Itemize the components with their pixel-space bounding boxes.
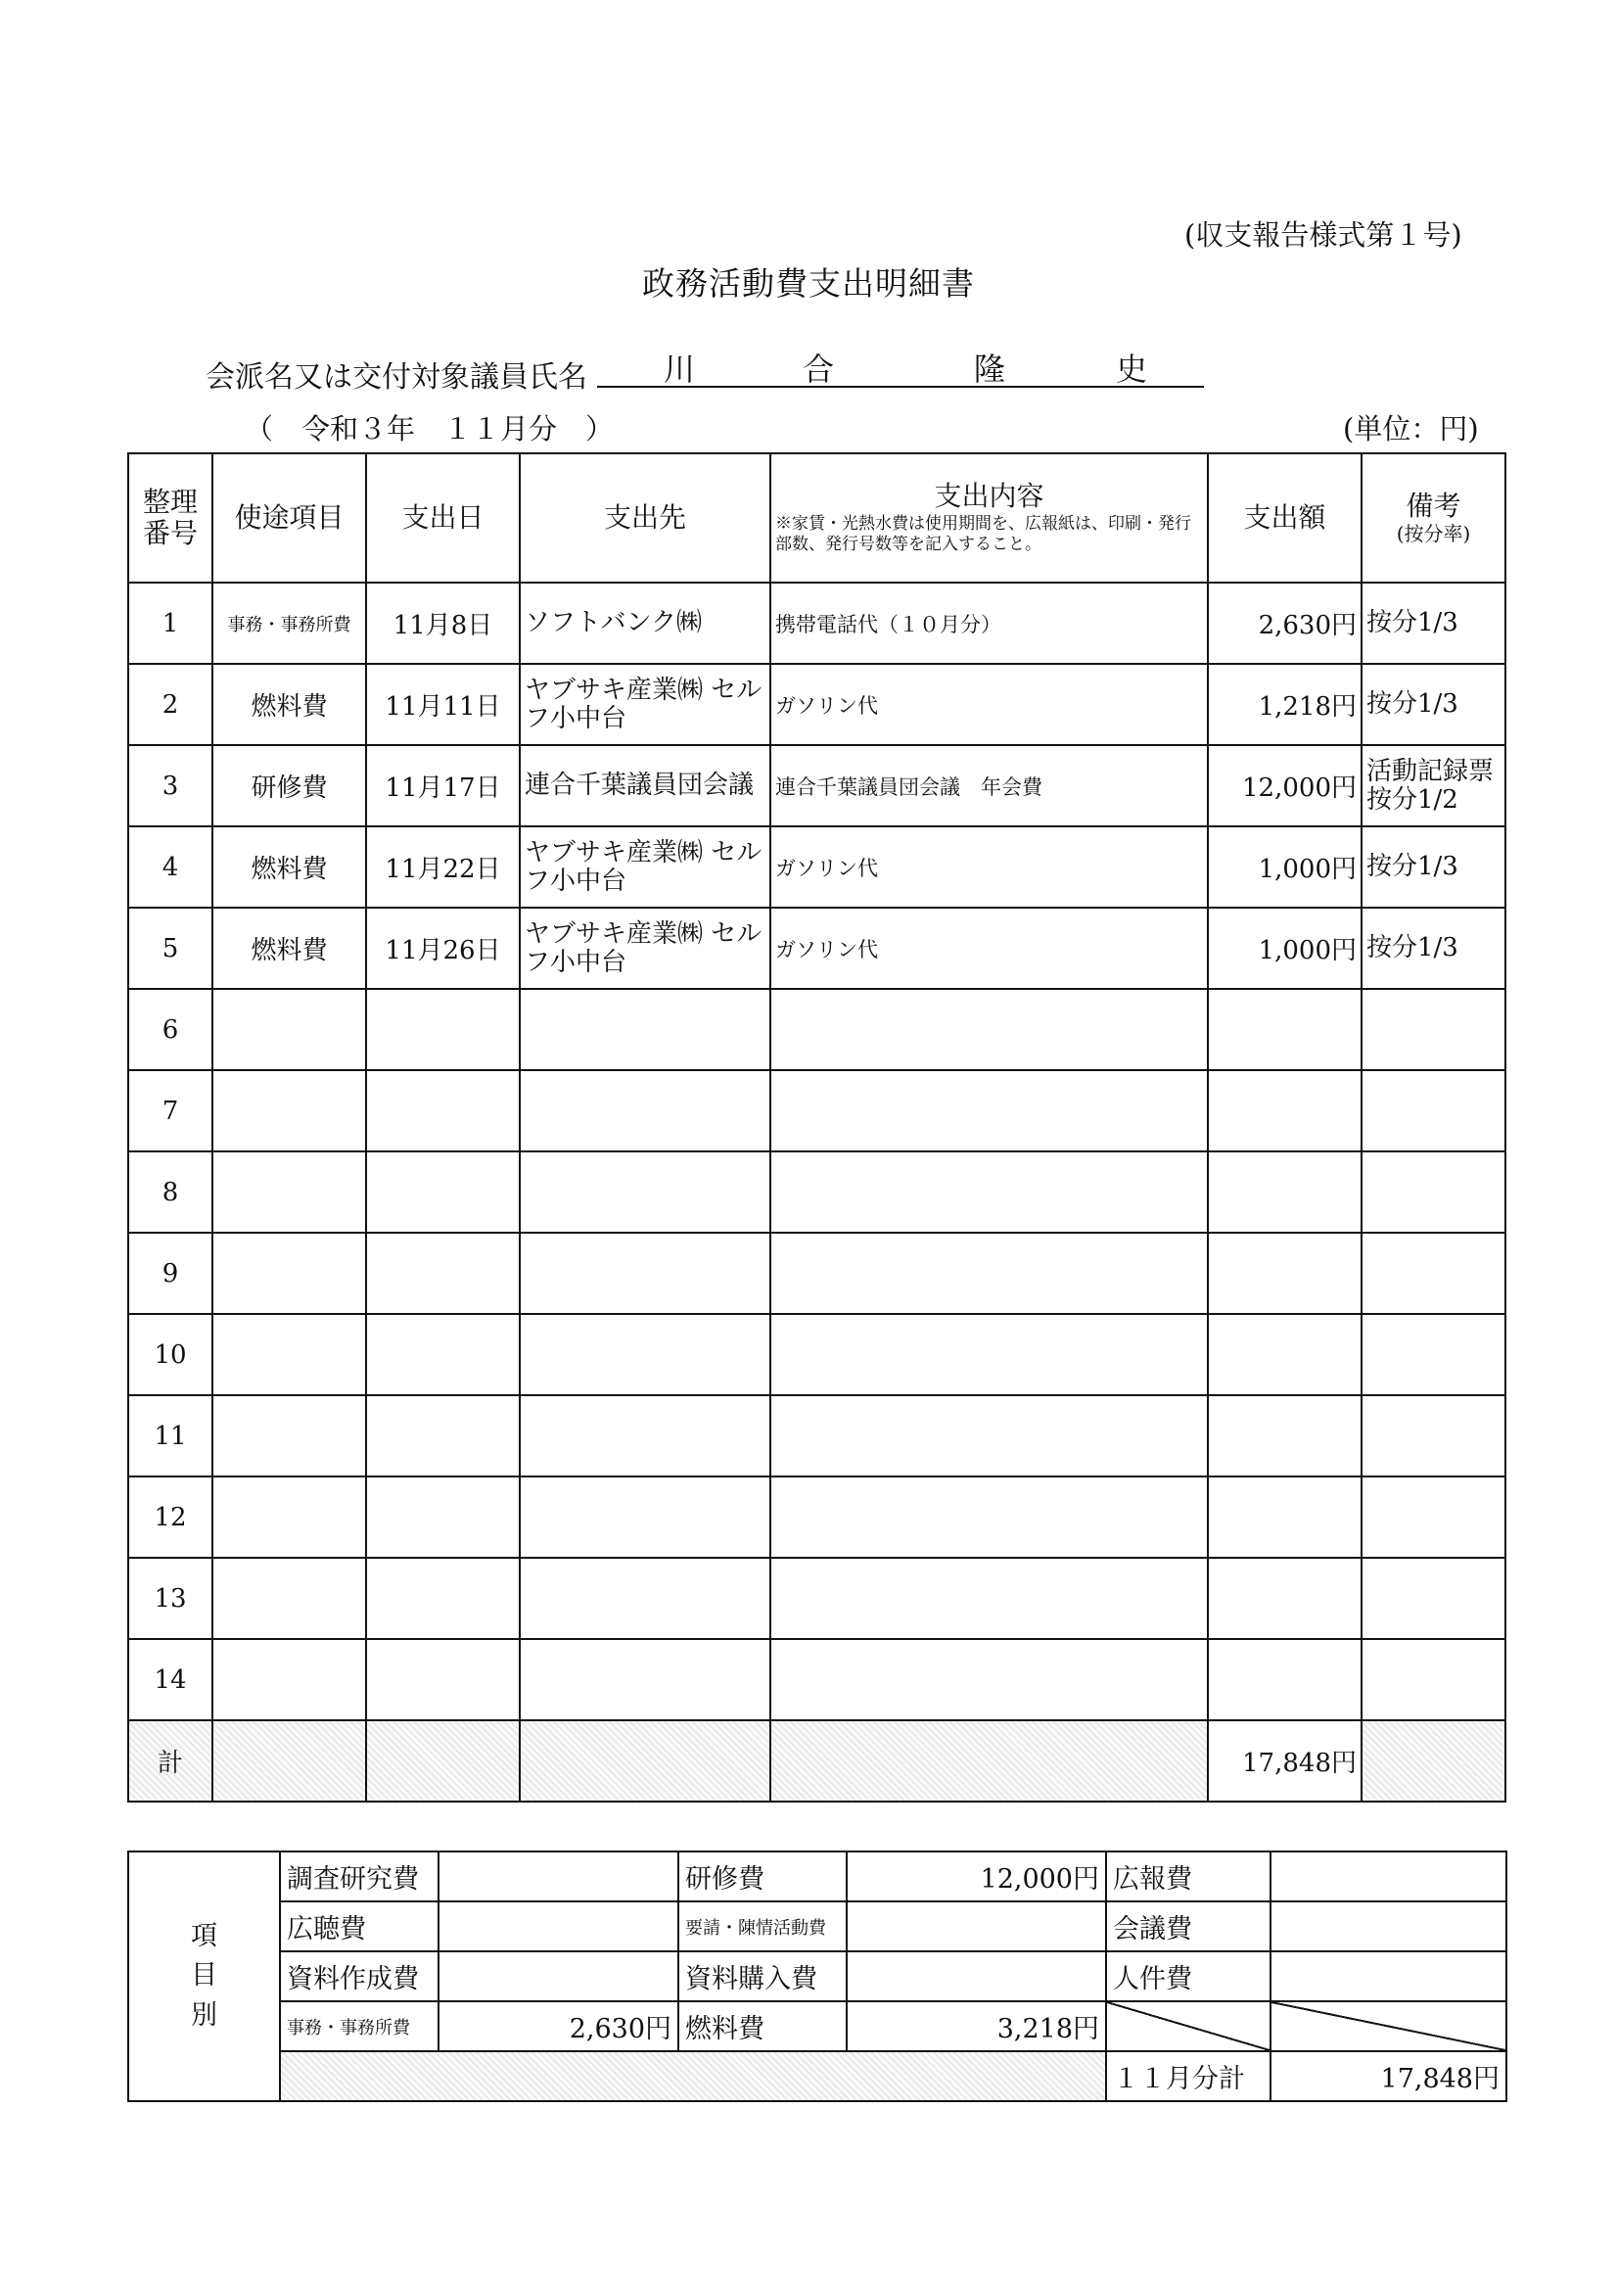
summary-item-name: 資料作成費 xyxy=(280,1951,439,2001)
row-amount: 2,630円 xyxy=(1208,583,1362,664)
row-category: 燃料費 xyxy=(212,664,366,745)
page-title: 政務活動費支出明細書 xyxy=(642,264,975,303)
row-amount xyxy=(1208,1151,1362,1233)
summary-item-name: 事務・事務所費 xyxy=(280,2001,439,2051)
row-content xyxy=(770,1151,1208,1233)
table-row xyxy=(128,1558,1505,1639)
row-category xyxy=(212,1314,366,1395)
row-payee xyxy=(520,1233,770,1314)
row-amount xyxy=(1208,1070,1362,1151)
summary-item-name: 調査研究費 xyxy=(280,1851,439,1901)
row-no: 9 xyxy=(128,1233,212,1314)
summary-item-value xyxy=(439,1901,678,1951)
row-category xyxy=(212,1151,366,1233)
row-no: 2 xyxy=(128,664,212,745)
table-row xyxy=(128,1314,1505,1395)
header-remarks xyxy=(1362,453,1505,583)
row-amount xyxy=(1208,989,1362,1070)
row-category: 事務・事務所費 xyxy=(212,583,366,664)
row-category: 燃料費 xyxy=(212,826,366,908)
row-date xyxy=(366,1233,520,1314)
row-no: 8 xyxy=(128,1151,212,1233)
row-no: 12 xyxy=(128,1476,212,1558)
summary-item-value xyxy=(439,1951,678,2001)
row-content xyxy=(770,989,1208,1070)
summary-item-name: 資料購入費 xyxy=(678,1951,847,2001)
summary-item-value xyxy=(439,1851,678,1901)
summary-row xyxy=(128,2051,1506,2101)
table-header-row xyxy=(128,453,1505,583)
row-no: 13 xyxy=(128,1558,212,1639)
summary-blank xyxy=(280,2051,1106,2101)
row-category xyxy=(212,1558,366,1639)
row-date xyxy=(366,1558,520,1639)
summary-item-name: 人件費 xyxy=(1106,1951,1270,2001)
row-remarks xyxy=(1362,1639,1505,1720)
summary-row xyxy=(128,1901,1506,1951)
table-row xyxy=(128,826,1505,908)
row-amount: 1,000円 xyxy=(1208,908,1362,989)
table-row xyxy=(128,745,1505,826)
row-payee: ソフトバンク㈱ xyxy=(520,583,770,664)
row-date xyxy=(366,1151,520,1233)
row-amount xyxy=(1208,1314,1362,1395)
row-date xyxy=(366,1476,520,1558)
row-content xyxy=(770,1314,1208,1395)
total-row xyxy=(128,1720,1505,1802)
row-remarks xyxy=(1362,1395,1505,1476)
row-content: ガソリン代 xyxy=(770,908,1208,989)
row-payee: ヤブサキ産業㈱ セルフ小中台 xyxy=(520,826,770,908)
row-content: ガソリン代 xyxy=(770,826,1208,908)
row-payee xyxy=(520,1314,770,1395)
row-remarks: 按分1/3 xyxy=(1362,664,1505,745)
total-blank xyxy=(1362,1720,1505,1802)
row-content xyxy=(770,1639,1208,1720)
month-total-label: １１月分計 xyxy=(1106,2051,1270,2101)
row-no: 3 xyxy=(128,745,212,826)
row-date: 11月8日 xyxy=(366,583,520,664)
row-category xyxy=(212,1233,366,1314)
summary-item-name: 広報費 xyxy=(1106,1851,1270,1901)
unit-label: (単位：円) xyxy=(1343,412,1479,445)
row-content xyxy=(770,1395,1208,1476)
row-content: 携帯電話代（１０月分） xyxy=(770,583,1208,664)
summary-item-value: 12,000円 xyxy=(847,1851,1106,1901)
row-remarks: 按分1/3 xyxy=(1362,583,1505,664)
table-row xyxy=(128,583,1505,664)
header-content-title: 支出内容 xyxy=(934,479,1044,512)
expense-table xyxy=(127,452,1506,1803)
summary-item-value: 3,218円 xyxy=(847,2001,1106,2051)
summary-item-name: 広聴費 xyxy=(280,1901,439,1951)
row-amount: 1,218円 xyxy=(1208,664,1362,745)
row-payee: ヤブサキ産業㈱ セルフ小中台 xyxy=(520,908,770,989)
row-no: 1 xyxy=(128,583,212,664)
summary-row xyxy=(128,1951,1506,2001)
row-category xyxy=(212,1476,366,1558)
row-amount: 1,000円 xyxy=(1208,826,1362,908)
summary-item-value: 2,630円 xyxy=(439,2001,678,2051)
row-no: 6 xyxy=(128,989,212,1070)
row-date xyxy=(366,989,520,1070)
row-content xyxy=(770,1070,1208,1151)
month-total-value: 17,848円 xyxy=(1270,2051,1506,2101)
table-row xyxy=(128,1070,1505,1151)
row-category: 研修費 xyxy=(212,745,366,826)
row-category xyxy=(212,989,366,1070)
header-date: 支出日 xyxy=(366,453,520,583)
summary-label: 項目別 xyxy=(128,1851,280,2101)
row-amount xyxy=(1208,1558,1362,1639)
row-remarks xyxy=(1362,1233,1505,1314)
header-remarks-title: 備考 xyxy=(1406,490,1461,523)
table-row xyxy=(128,1476,1505,1558)
row-content: 連合千葉議員団会議 年会費 xyxy=(770,745,1208,826)
total-blank xyxy=(366,1720,520,1802)
row-date xyxy=(366,1314,520,1395)
summary-item-name: 燃料費 xyxy=(678,2001,847,2051)
row-content xyxy=(770,1558,1208,1639)
row-no: 7 xyxy=(128,1070,212,1151)
summary-item-name: 要請・陳情活動費 xyxy=(678,1901,847,1951)
name-field xyxy=(597,343,1204,388)
name-label: 会派名又は交付対象議員氏名 xyxy=(206,360,587,395)
row-category xyxy=(212,1639,366,1720)
row-remarks xyxy=(1362,1070,1505,1151)
header-content-note: ※家賃・光熱水費は使用期間を、広報紙は、印刷・発行部数、発行号数等を記入すること。 xyxy=(775,513,1191,555)
report-period: （ 令和３年 １１月分 ） xyxy=(245,412,615,445)
summary-item-value xyxy=(1270,1951,1506,2001)
header-content xyxy=(770,453,1208,583)
summary-table xyxy=(127,1851,1507,2102)
total-label: 計 xyxy=(128,1720,212,1802)
row-date: 11月26日 xyxy=(366,908,520,989)
row-payee xyxy=(520,989,770,1070)
name-char: 川 xyxy=(664,351,696,388)
summary-row xyxy=(128,2001,1506,2051)
row-remarks xyxy=(1362,1314,1505,1395)
row-category xyxy=(212,1395,366,1476)
summary-item-value xyxy=(847,1951,1106,2001)
table-row xyxy=(128,664,1505,745)
row-payee: 連合千葉議員団会議 xyxy=(520,745,770,826)
table-row xyxy=(128,1639,1505,1720)
row-remarks xyxy=(1362,1476,1505,1558)
row-no: 11 xyxy=(128,1395,212,1476)
row-category: 燃料費 xyxy=(212,908,366,989)
row-content xyxy=(770,1233,1208,1314)
row-payee xyxy=(520,1395,770,1476)
row-remarks: 按分1/3 xyxy=(1362,908,1505,989)
row-no: 14 xyxy=(128,1639,212,1720)
header-payee: 支出先 xyxy=(520,453,770,583)
table-row xyxy=(128,989,1505,1070)
table-row xyxy=(128,1233,1505,1314)
row-remarks xyxy=(1362,1151,1505,1233)
row-remarks xyxy=(1362,989,1505,1070)
row-date xyxy=(366,1639,520,1720)
row-payee: ヤブサキ産業㈱ セルフ小中台 xyxy=(520,664,770,745)
summary-item-name: 会議費 xyxy=(1106,1901,1270,1951)
header-remarks-sub: (按分率) xyxy=(1396,521,1471,545)
row-no: 4 xyxy=(128,826,212,908)
header-amount: 支出額 xyxy=(1208,453,1362,583)
row-payee xyxy=(520,1151,770,1233)
summary-item-value xyxy=(847,1901,1106,1951)
header-no: 整理番号 xyxy=(128,453,212,583)
row-date: 11月11日 xyxy=(366,664,520,745)
row-amount xyxy=(1208,1639,1362,1720)
total-amount: 17,848円 xyxy=(1208,1720,1362,1802)
row-no: 10 xyxy=(128,1314,212,1395)
row-payee xyxy=(520,1070,770,1151)
row-date: 11月17日 xyxy=(366,745,520,826)
row-content xyxy=(770,1476,1208,1558)
table-row xyxy=(128,908,1505,989)
row-remarks: 活動記録票 按分1/2 xyxy=(1362,745,1505,826)
name-char: 合 xyxy=(803,351,835,388)
row-remarks: 按分1/3 xyxy=(1362,826,1505,908)
table-row xyxy=(128,1151,1505,1233)
row-date: 11月22日 xyxy=(366,826,520,908)
row-payee xyxy=(520,1476,770,1558)
row-category xyxy=(212,1070,366,1151)
summary-item-name: 研修費 xyxy=(678,1851,847,1901)
row-date xyxy=(366,1395,520,1476)
row-payee xyxy=(520,1639,770,1720)
row-amount xyxy=(1208,1395,1362,1476)
row-date xyxy=(366,1070,520,1151)
row-no: 5 xyxy=(128,908,212,989)
name-char: 隆 xyxy=(974,351,1006,388)
row-content: ガソリン代 xyxy=(770,664,1208,745)
summary-item-value xyxy=(1270,1851,1506,1901)
name-char: 史 xyxy=(1116,351,1148,388)
header-category: 使途項目 xyxy=(212,453,366,583)
row-amount xyxy=(1208,1476,1362,1558)
row-amount: 12,000円 xyxy=(1208,745,1362,826)
total-blank xyxy=(520,1720,770,1802)
summary-item-value xyxy=(1270,1901,1506,1951)
row-remarks xyxy=(1362,1558,1505,1639)
summary-row xyxy=(128,1851,1506,1901)
summary-slash-cell xyxy=(1106,2001,1270,2051)
total-blank xyxy=(770,1720,1208,1802)
total-blank xyxy=(212,1720,366,1802)
row-payee xyxy=(520,1558,770,1639)
table-row xyxy=(128,1395,1505,1476)
summary-slash-cell xyxy=(1270,2001,1506,2051)
row-amount xyxy=(1208,1233,1362,1314)
form-number: (収支報告様式第１号) xyxy=(1184,218,1462,252)
